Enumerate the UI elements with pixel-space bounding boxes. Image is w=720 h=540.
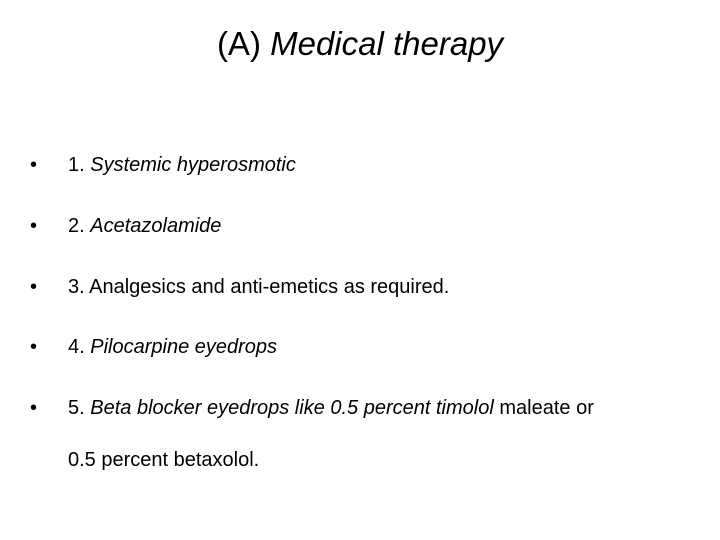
bullet-dot: • bbox=[30, 336, 38, 358]
bullet-number: 5. bbox=[68, 397, 85, 419]
bullet-dot: • bbox=[30, 154, 38, 176]
bullet-label-italic: Beta blocker eyedrops like 0.5 percent timolol bbox=[90, 397, 494, 419]
bullet-label: Pilocarpine eyedrops bbox=[90, 336, 278, 358]
bullet-label: Analgesics and anti-emetics as required. bbox=[89, 276, 450, 298]
bullet-item-5-continuation: 0.5 percent betaxolol. bbox=[68, 449, 260, 471]
bullet-number: 4. bbox=[68, 336, 85, 358]
slide-title bbox=[0, 20, 720, 68]
bullet-text bbox=[68, 334, 277, 360]
bullet-dot: • bbox=[30, 397, 38, 419]
bullet-label: Acetazolamide bbox=[90, 215, 222, 237]
bullet-number: 2. bbox=[68, 215, 85, 237]
title-emphasis: Medical therapy bbox=[270, 25, 504, 62]
bullet-text bbox=[68, 274, 449, 300]
bullet-label: Systemic hyperosmotic bbox=[90, 154, 296, 176]
bullet-label-regular: maleate or bbox=[499, 397, 594, 419]
bullet-text bbox=[68, 395, 594, 421]
bullet-number: 1. bbox=[68, 154, 85, 176]
bullet-dot: • bbox=[30, 215, 38, 237]
bullet-number: 3. bbox=[68, 276, 85, 298]
bullet-text bbox=[68, 213, 221, 239]
bullet-dot: • bbox=[30, 276, 38, 298]
title-prefix: (A) bbox=[216, 25, 261, 62]
bullet-text bbox=[68, 152, 296, 178]
